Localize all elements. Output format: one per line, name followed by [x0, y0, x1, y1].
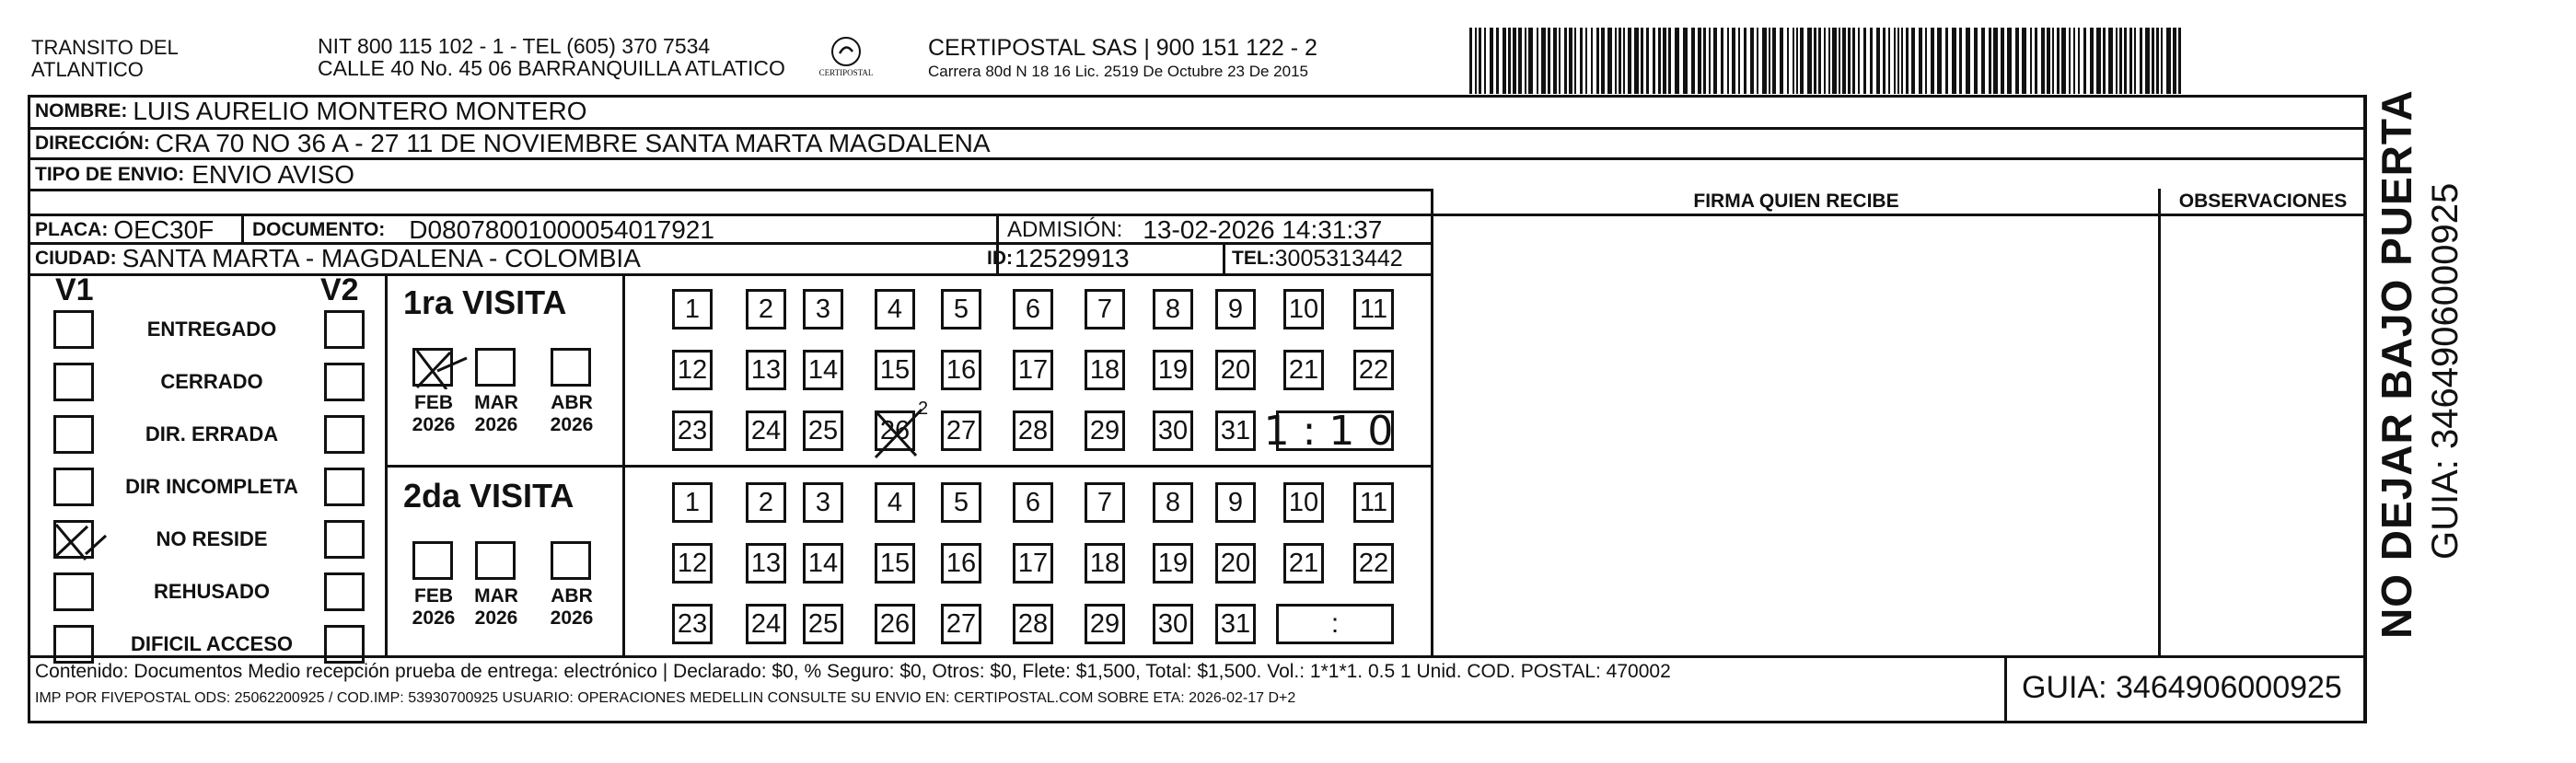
- documento-label: DOCUMENTO:: [252, 218, 386, 240]
- tipo-value: ENVIO AVISO: [191, 159, 355, 189]
- barcode-bar: [1619, 28, 1621, 94]
- barcode-bar: [2119, 28, 2122, 94]
- day-box[interactable]: 30: [1153, 604, 1193, 644]
- barcode-bar: [2083, 28, 2086, 94]
- id-value: 12529913: [1015, 244, 1130, 272]
- barcode-bar: [1796, 28, 1798, 94]
- status-v2-checkbox[interactable]: [324, 363, 365, 401]
- barcode-bar: [1469, 28, 1472, 94]
- status-label: CERRADO: [160, 370, 263, 393]
- month-checkbox[interactable]: [551, 541, 591, 580]
- day-box[interactable]: 5: [941, 289, 981, 329]
- day-box[interactable]: 30: [1153, 410, 1193, 451]
- status-v2-checkbox[interactable]: [324, 310, 365, 349]
- status-v1-checkbox[interactable]: [53, 415, 94, 454]
- barcode-bar: [1911, 28, 1915, 94]
- barcode-bar: [2069, 28, 2071, 94]
- direccion-row: [35, 128, 991, 158]
- barcode-bar: [1937, 28, 1942, 94]
- documento-value: D08078001000054017921: [409, 214, 714, 244]
- month-year: 2026: [474, 414, 518, 435]
- day-box[interactable]: 26 2: [875, 410, 915, 451]
- barcode-bar: [1628, 28, 1631, 94]
- status-v1-checkbox[interactable]: [53, 520, 94, 559]
- day-box[interactable]: 26: [875, 604, 915, 644]
- status-label: ENTREGADO: [146, 318, 277, 341]
- day-box[interactable]: 2: [746, 289, 786, 329]
- day-box[interactable]: 14: [803, 543, 843, 584]
- footer-guia: GUIA: 3464906000925: [2022, 670, 2342, 705]
- observaciones-header: OBSERVACIONES: [2178, 191, 2348, 212]
- status-v1-checkbox[interactable]: [53, 310, 94, 349]
- barcode-bar: [1698, 28, 1701, 94]
- barcode-bar: [1852, 28, 1855, 94]
- barcode-bar: [2178, 28, 2181, 94]
- ciudad-label: CIUDAD:: [35, 248, 117, 269]
- day-box[interactable]: 21: [1283, 350, 1324, 390]
- barcode-bar: [1894, 28, 1896, 94]
- status-label: REHUSADO: [154, 580, 270, 603]
- day-box[interactable]: 22: [1353, 543, 1394, 584]
- barcode-bar: [1518, 28, 1522, 94]
- barcode-bar: [1925, 28, 1927, 94]
- day-box[interactable]: 3: [803, 289, 843, 329]
- month-label-group: [540, 585, 604, 630]
- barcode: [1469, 28, 2187, 94]
- barcode-bar: [2129, 28, 2132, 94]
- day-box[interactable]: 7: [1085, 289, 1125, 329]
- day-box[interactable]: 25: [803, 410, 843, 451]
- day-box[interactable]: 28: [1013, 410, 1053, 451]
- check-x-icon: [52, 519, 108, 561]
- barcode-bar: [1727, 28, 1729, 94]
- org-contact: NIT 800 115 102 - 1 - TEL (605) 370 7534 CALLE 40 No. 45 06 BARRANQUILLA ATLATICO: [318, 34, 785, 80]
- day-box[interactable]: 17: [1013, 543, 1053, 584]
- barcode-bar: [1585, 28, 1587, 94]
- day-box[interactable]: 28: [1013, 604, 1053, 644]
- barcode-bar: [1503, 28, 1506, 94]
- barcode-bar: [1839, 28, 1840, 94]
- day-box[interactable]: 12: [672, 350, 713, 390]
- day-box[interactable]: 5: [941, 482, 981, 523]
- ciudad-row: [35, 244, 641, 273]
- day-box[interactable]: 2: [746, 482, 786, 523]
- day-box[interactable]: 11: [1353, 289, 1394, 329]
- status-v1-checkbox[interactable]: [53, 572, 94, 611]
- barcode-bar: [1721, 28, 1723, 94]
- barcode-bar: [1591, 28, 1593, 94]
- barcode-bar: [1479, 28, 1481, 94]
- admision-value: 13-02-2026 14:31:37: [1143, 214, 1383, 244]
- barcode-bar: [1814, 28, 1816, 94]
- status-v2-checkbox[interactable]: [324, 415, 365, 454]
- month-year: 2026: [412, 414, 456, 435]
- company-info: CERTIPOSTAL SAS | 900 151 122 - 2 Carrera 80d N 18 16 Lic. 2519 De Octubre 23 De 2015: [928, 35, 1317, 80]
- day-box[interactable]: 31: [1215, 410, 1256, 451]
- barcode-bar: [1513, 28, 1516, 94]
- barcode-bar: [1974, 28, 1978, 94]
- barcode-bar: [1475, 28, 1477, 94]
- time-box[interactable]: 1:10: [1263, 407, 1407, 455]
- barcode-bar: [1959, 28, 1962, 94]
- day-box[interactable]: 12: [672, 543, 713, 584]
- barcode-bar: [1574, 28, 1576, 94]
- day-box[interactable]: 13: [746, 350, 786, 390]
- day-box[interactable]: 14: [803, 350, 843, 390]
- barcode-bar: [1842, 28, 1846, 94]
- no-dejar-bajo-puerta: NO DEJAR BAJO PUERTA: [2373, 89, 2420, 639]
- barcode-bar: [1537, 28, 1538, 94]
- barcode-bar: [1966, 28, 1970, 94]
- month-checkbox[interactable]: [475, 348, 516, 387]
- month-label-group: [401, 392, 466, 436]
- barcode-bar: [2161, 28, 2163, 94]
- day-box[interactable]: 9: [1215, 482, 1256, 523]
- barcode-bar: [1757, 28, 1758, 94]
- status-v1-checkbox[interactable]: [53, 625, 94, 664]
- barcode-bar: [1769, 28, 1770, 94]
- day-box[interactable]: 24: [746, 410, 786, 451]
- tipo-row: [35, 159, 354, 190]
- barcode-bar: [2052, 28, 2054, 94]
- barcode-bar: [2173, 28, 2176, 94]
- check-x-icon: [410, 343, 474, 389]
- barcode-bar: [2078, 28, 2080, 94]
- barcode-bar: [1641, 28, 1643, 94]
- barcode-bar: [2035, 28, 2037, 94]
- barcode-bar: [1713, 28, 1717, 94]
- day-box[interactable]: 9: [1215, 289, 1256, 329]
- barcode-bar: [1553, 28, 1557, 94]
- status-v1-checkbox[interactable]: [53, 363, 94, 401]
- month-year: 2026: [474, 607, 518, 629]
- barcode-bar: [1848, 28, 1851, 94]
- status-v1-checkbox[interactable]: [53, 468, 94, 506]
- nombre-row: [35, 96, 587, 127]
- barcode-bar: [1484, 28, 1486, 94]
- tel-label: TEL:: [1232, 248, 1275, 269]
- barcode-bar: [1800, 28, 1804, 94]
- day-box[interactable]: 7: [1085, 482, 1125, 523]
- day-box[interactable]: 10: [1283, 482, 1324, 523]
- barcode-bar: [1888, 28, 1890, 94]
- barcode-bar: [1490, 28, 1493, 94]
- day-box[interactable]: 1: [672, 289, 713, 329]
- day-box[interactable]: 4: [875, 482, 915, 523]
- barcode-bar: [2166, 28, 2171, 94]
- barcode-bar: [2145, 28, 2150, 94]
- month-label: FEB: [414, 392, 453, 413]
- day-box[interactable]: 27: [941, 410, 981, 451]
- barcode-bar: [1824, 28, 1826, 94]
- barcode-bar: [2152, 28, 2154, 94]
- day-box[interactable]: 8: [1153, 482, 1193, 523]
- month-label: FEB: [414, 585, 453, 607]
- month-label-group: [540, 392, 604, 436]
- barcode-bar: [1952, 28, 1956, 94]
- visit-title: 2da VISITA: [403, 477, 574, 514]
- id-label: ID:: [987, 248, 1013, 269]
- day-box[interactable]: 25: [803, 604, 843, 644]
- barcode-bar: [1658, 28, 1661, 94]
- barcode-bar: [1750, 28, 1754, 94]
- barcode-bar: [1541, 28, 1546, 94]
- barcode-bar: [2090, 28, 2094, 94]
- placa-label: PLACA:: [35, 218, 109, 240]
- barcode-bar: [1732, 28, 1735, 94]
- day-box[interactable]: 29: [1085, 604, 1125, 644]
- barcode-bar: [1569, 28, 1572, 94]
- barcode-bar: [1663, 28, 1666, 94]
- barcode-bar: [1787, 28, 1789, 94]
- nombre-label: NOMBRE:: [35, 100, 128, 121]
- day-box[interactable]: 11: [1353, 482, 1394, 523]
- barcode-bar: [1548, 28, 1550, 94]
- barcode-bar: [2001, 28, 2004, 94]
- visit-title: 1ra VISITA: [403, 283, 567, 321]
- certipostal-logo: CERTIPOSTAL: [806, 33, 886, 83]
- month-label-group: [464, 585, 528, 630]
- barcode-bar: [1528, 28, 1533, 94]
- day-box[interactable]: 17: [1013, 350, 1053, 390]
- day-box[interactable]: 29: [1085, 410, 1125, 451]
- admision-label: ADMISIÓN:: [1007, 216, 1123, 242]
- day-box[interactable]: 16: [941, 350, 981, 390]
- month-checkbox[interactable]: [412, 348, 453, 387]
- month-label: MAR: [474, 392, 518, 413]
- month-label-group: [401, 585, 466, 630]
- barcode-bar: [1683, 28, 1688, 94]
- side-guia: GUIA: 3464906000925: [2425, 182, 2466, 560]
- day-box[interactable]: 22: [1353, 350, 1394, 390]
- month-checkbox[interactable]: [475, 541, 516, 580]
- barcode-bar: [1596, 28, 1599, 94]
- id-row: [987, 244, 1130, 273]
- direccion-value: CRA 70 NO 36 A - 27 11 DE NOVIEMBRE SANTA MARTA MAGDALENA: [155, 128, 991, 157]
- v1-header: V1: [55, 272, 94, 307]
- barcode-bar: [1832, 28, 1837, 94]
- barcode-bar: [1623, 28, 1625, 94]
- v2-header: V2: [320, 272, 359, 307]
- tel-row: [1232, 244, 1403, 273]
- direccion-label: DIRECCIÓN:: [35, 132, 150, 154]
- barcode-bar: [1762, 28, 1767, 94]
- barcode-bar: [2124, 28, 2127, 94]
- barcode-bar: [1981, 28, 1985, 94]
- barcode-bar: [2108, 28, 2113, 94]
- status-label: NO RESIDE: [156, 527, 268, 550]
- barcode-bar: [2156, 28, 2159, 94]
- barcode-bar: [1876, 28, 1880, 94]
- barcode-bar: [1870, 28, 1873, 94]
- tipo-label: TIPO DE ENVIO:: [35, 163, 185, 185]
- barcode-bar: [2134, 28, 2136, 94]
- barcode-bar: [1607, 28, 1612, 94]
- day-box[interactable]: 3: [803, 482, 843, 523]
- day-box[interactable]: 23: [672, 604, 713, 644]
- day-box[interactable]: 13: [746, 543, 786, 584]
- day-box[interactable]: 23: [672, 410, 713, 451]
- barcode-bar: [1615, 28, 1617, 94]
- day-box[interactable]: 18: [1085, 350, 1125, 390]
- ciudad-value: SANTA MARTA - MAGDALENA - COLOMBIA: [122, 244, 641, 272]
- nombre-value: LUIS AURELIO MONTERO MONTERO: [133, 97, 587, 125]
- month-year: 2026: [550, 414, 594, 435]
- barcode-bar: [1901, 28, 1903, 94]
- barcode-bar: [2057, 28, 2060, 94]
- tel-value: 3005313442: [1274, 245, 1403, 272]
- month-checkbox[interactable]: [551, 348, 591, 387]
- time-box[interactable]: :: [1276, 604, 1394, 644]
- barcode-bar: [2047, 28, 2050, 94]
- barcode-bar: [1807, 28, 1812, 94]
- barcode-bar: [1703, 28, 1706, 94]
- day-box[interactable]: 19: [1153, 350, 1193, 390]
- day-box[interactable]: 20: [1215, 543, 1256, 584]
- barcode-bar: [2140, 28, 2142, 94]
- day-box[interactable]: 4: [875, 289, 915, 329]
- barcode-bar: [2015, 28, 2019, 94]
- barcode-bar: [2022, 28, 2026, 94]
- day-box[interactable]: 10: [1283, 289, 1324, 329]
- barcode-bar: [1668, 28, 1671, 94]
- day-box[interactable]: 27: [941, 604, 981, 644]
- day-box[interactable]: 15: [875, 543, 915, 584]
- month-label-group: [464, 392, 528, 436]
- day-box[interactable]: 16: [941, 543, 981, 584]
- day-box[interactable]: 18: [1085, 543, 1125, 584]
- status-v2-checkbox[interactable]: [324, 468, 365, 506]
- barcode-bar: [1675, 28, 1679, 94]
- day-box[interactable]: 31: [1215, 604, 1256, 644]
- status-v2-checkbox[interactable]: [324, 520, 365, 559]
- barcode-bar: [2116, 28, 2118, 94]
- barcode-bar: [1564, 28, 1567, 94]
- barcode-bar: [1634, 28, 1639, 94]
- barcode-bar: [1653, 28, 1655, 94]
- barcode-bar: [1772, 28, 1776, 94]
- barcode-bar: [1931, 28, 1934, 94]
- placa-row: [35, 215, 214, 244]
- month-label: ABR: [551, 392, 593, 413]
- barcode-bar: [1709, 28, 1711, 94]
- month-checkbox[interactable]: [412, 541, 453, 580]
- barcode-bar: [2061, 28, 2066, 94]
- barcode-bar: [1559, 28, 1561, 94]
- barcode-bar: [1780, 28, 1783, 94]
- day-box[interactable]: 1: [672, 482, 713, 523]
- barcode-bar: [2030, 28, 2032, 94]
- firma-header: FIRMA QUIEN RECIBE: [1693, 191, 1899, 212]
- barcode-bar: [1496, 28, 1499, 94]
- barcode-bar: [1863, 28, 1866, 94]
- barcode-bar: [1858, 28, 1860, 94]
- month-year: 2026: [550, 607, 594, 629]
- org-name: TRANSITO DEL ATLANTICO: [31, 36, 179, 81]
- barcode-bar: [1508, 28, 1511, 94]
- day-box[interactable]: 19: [1153, 543, 1193, 584]
- barcode-bar: [2103, 28, 2106, 94]
- barcode-bar: [2041, 28, 2045, 94]
- day-box[interactable]: 6: [1013, 482, 1053, 523]
- barcode-bar: [1646, 28, 1649, 94]
- status-label: DIR INCOMPLETA: [125, 475, 298, 498]
- barcode-bar: [1818, 28, 1821, 94]
- status-label: DIFICIL ACCESO: [130, 632, 293, 655]
- day-box[interactable]: 20: [1215, 350, 1256, 390]
- status-v2-checkbox[interactable]: [324, 572, 365, 611]
- day-box[interactable]: 24: [746, 604, 786, 644]
- day-box[interactable]: 6: [1013, 289, 1053, 329]
- day-box[interactable]: 8: [1153, 289, 1193, 329]
- barcode-bar: [1744, 28, 1746, 94]
- barcode-bar: [2073, 28, 2075, 94]
- footer-imp: IMP POR FIVEPOSTAL ODS: 25062200925 / COD.IMP: 53930700925 USUARIO: OPERACIONES MEDELLIN CONSULTE SU ENVIO EN: CERTIPOSTAL.COM SOBRE ETA: 2026-02-17 D+2: [35, 690, 1296, 706]
- documento-row: [252, 215, 714, 244]
- placa-value: OEC30F: [113, 214, 215, 244]
- month-year: 2026: [412, 607, 456, 629]
- barcode-bar: [1897, 28, 1899, 94]
- status-label: DIR. ERRADA: [145, 422, 279, 445]
- day-box[interactable]: 15: [875, 350, 915, 390]
- status-v2-checkbox[interactable]: [324, 625, 365, 664]
- barcode-bar: [1883, 28, 1886, 94]
- barcode-bar: [1919, 28, 1922, 94]
- day-box[interactable]: 21: [1283, 543, 1324, 584]
- barcode-bar: [2007, 28, 2012, 94]
- barcode-bar: [1993, 28, 1998, 94]
- barcode-bar: [1691, 28, 1695, 94]
- barcode-bar: [1580, 28, 1583, 94]
- day-cross-mark: 2: [918, 399, 929, 419]
- barcode-bar: [1525, 28, 1526, 94]
- month-label: MAR: [474, 585, 518, 607]
- month-label: ABR: [551, 585, 593, 607]
- barcode-bar: [1989, 28, 1991, 94]
- footer-contenido: Contenido: Documentos Medio recepción prueba de entrega: electrónico | Declarado: $0, % Seguro: $0, Otros: $0, Flete: $1,500, Total: $1,500. Vol.: 1*1*1. 0.5 1 Unid. COD. POSTAL: 470002: [35, 661, 1671, 682]
- barcode-bar: [1738, 28, 1740, 94]
- barcode-bar: [1601, 28, 1605, 94]
- barcode-bar: [1793, 28, 1794, 94]
- barcode-bar: [1828, 28, 1830, 94]
- barcode-bar: [1906, 28, 1909, 94]
- barcode-bar: [2096, 28, 2101, 94]
- admision-row: [1007, 215, 1382, 244]
- barcode-bar: [1945, 28, 1948, 94]
